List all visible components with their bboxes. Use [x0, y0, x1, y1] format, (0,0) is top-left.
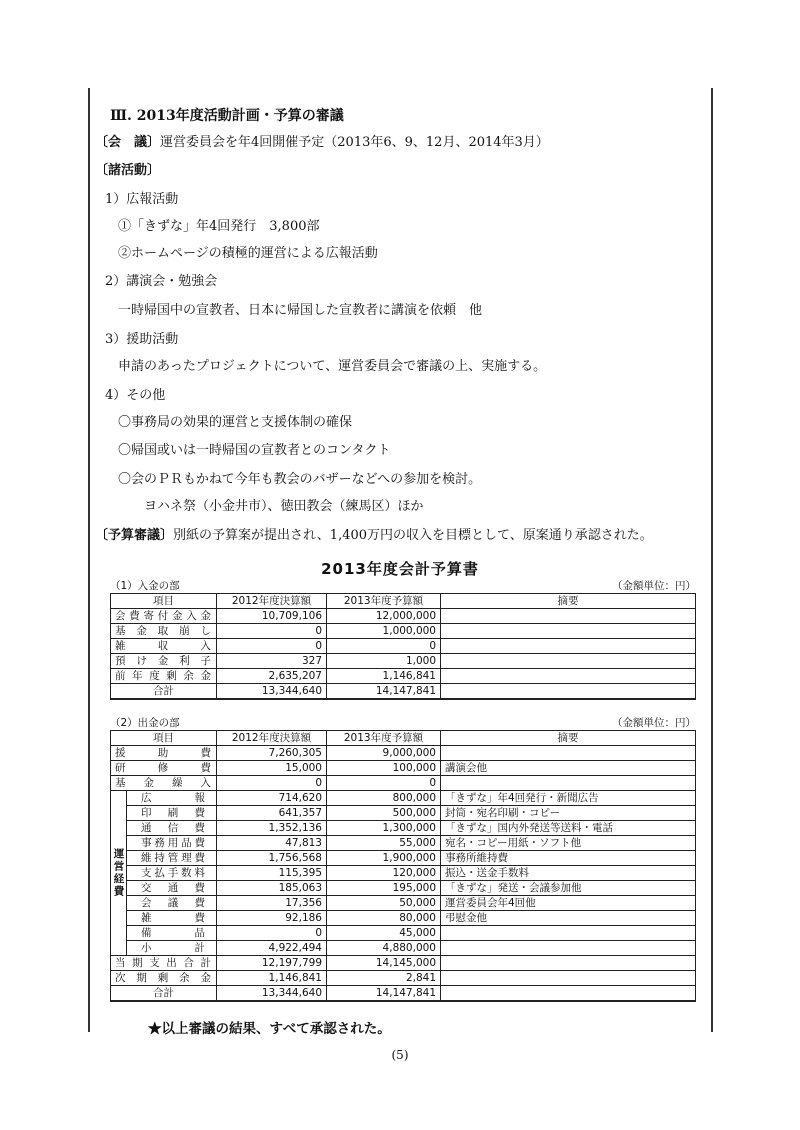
table-row	[111, 836, 696, 851]
table-row	[111, 896, 696, 911]
table-row	[111, 746, 696, 761]
table-row	[111, 851, 696, 866]
row-item: 支払手数料	[127, 866, 217, 881]
row-notes: 運営委員会年4回他	[441, 896, 696, 911]
budget-title: 2013年度会計予算書	[321, 560, 479, 578]
row-item: 会議費	[127, 896, 217, 911]
activity-item: 一時帰国中の宣教者、日本に帰国した宣教者に講演を依頼 他	[118, 303, 483, 318]
row-2013: 14,147,841	[327, 684, 441, 700]
row-notes: 封筒・宛名印刷・コピー	[441, 806, 696, 821]
row-2013: 45,000	[327, 926, 441, 941]
row-2012: 1,756,568	[217, 851, 327, 866]
row-2013: 100,000	[327, 761, 441, 776]
row-2013: 1,000	[327, 654, 441, 669]
activity-item: 申請のあったプロジェクトについて、運営委員会で審議の上、実施する。	[118, 359, 547, 374]
row-2012: 4,922,494	[217, 941, 327, 956]
table-row	[111, 971, 696, 986]
budget-line	[95, 528, 653, 544]
table-row	[111, 986, 696, 1002]
row-notes	[441, 746, 696, 761]
income-label: （1）入金の部	[110, 580, 180, 592]
row-notes	[441, 971, 696, 986]
row-2013: 195,000	[327, 881, 441, 896]
header-item: 項目	[111, 594, 217, 609]
row-2013: 500,000	[327, 806, 441, 821]
section-title: Ⅲ. 2013年度活動計画・予算の審議	[110, 108, 344, 124]
row-item: 交通費	[127, 881, 217, 896]
row-item: 雑収入	[111, 639, 217, 654]
row-2012: 7,260,305	[217, 746, 327, 761]
row-2013: 55,000	[327, 836, 441, 851]
row-2012: 2,635,207	[217, 669, 327, 684]
row-2013: 50,000	[327, 896, 441, 911]
row-notes	[441, 956, 696, 971]
income-table	[110, 593, 696, 700]
table-header-row	[111, 594, 696, 609]
row-2013: 0	[327, 776, 441, 791]
row-item: 通信費	[127, 821, 217, 836]
header-notes: 摘要	[441, 731, 696, 746]
row-2012: 641,357	[217, 806, 327, 821]
table-row	[111, 624, 696, 639]
activity-item: 1）広報活動	[105, 192, 179, 207]
row-2012: 0	[217, 926, 327, 941]
row-notes: 事務所維持費	[441, 851, 696, 866]
activity-item: 〇帰国或いは一時帰国の宣教者とのコンタクト	[118, 443, 391, 458]
row-item: 当期支出合計	[111, 956, 217, 971]
header-2013: 2013年度予算額	[327, 594, 441, 609]
row-2012: 92,186	[217, 911, 327, 926]
activity-item: ②ホームページの積極的運営による広報活動	[118, 246, 378, 261]
row-2012: 0	[217, 624, 327, 639]
budget-label: 〔予算審議〕	[95, 528, 174, 543]
row-item: 研修費	[111, 761, 217, 776]
row-2013: 4,880,000	[327, 941, 441, 956]
activities-label: 〔諸活動〕	[95, 163, 161, 178]
row-2012: 17,356	[217, 896, 327, 911]
row-notes	[441, 639, 696, 654]
table-row	[111, 639, 696, 654]
row-notes: 「きずな」発送・会議参加他	[441, 881, 696, 896]
expense-unit: （金額単位：円）	[612, 717, 696, 729]
meeting-text: 運営委員会を年4回開催予定（2013年6、9、12月、2014年3月）	[160, 135, 549, 150]
activity-item: 4）その他	[105, 388, 166, 403]
row-2013: 800,000	[327, 791, 441, 806]
row-2013: 0	[327, 639, 441, 654]
expense-label: （2）出金の部	[110, 717, 180, 729]
page-number: (5)	[391, 1048, 409, 1062]
row-2012: 13,344,640	[217, 684, 327, 700]
row-notes: 宛名・コピー用紙・ソフト他	[441, 836, 696, 851]
row-item: 前年度剰余金	[111, 669, 217, 684]
row-notes: 振込・送金手数料	[441, 866, 696, 881]
row-notes	[441, 669, 696, 684]
row-notes	[441, 684, 696, 700]
row-notes	[441, 941, 696, 956]
table-row	[111, 791, 696, 806]
table-row	[111, 881, 696, 896]
row-item: 印刷費	[127, 806, 217, 821]
row-2013: 120,000	[327, 866, 441, 881]
row-item: 合計	[111, 684, 217, 700]
row-2013: 1,000,000	[327, 624, 441, 639]
row-notes	[441, 654, 696, 669]
row-item: 次期剰余金	[111, 971, 217, 986]
income-unit: （金額単位：円）	[612, 580, 696, 592]
row-notes: 講演会他	[441, 761, 696, 776]
row-2012: 327	[217, 654, 327, 669]
row-2013: 1,300,000	[327, 821, 441, 836]
header-2012: 2012年度決算額	[217, 731, 327, 746]
row-item: 援助費	[111, 746, 217, 761]
row-2012: 13,344,640	[217, 986, 327, 1002]
header-2012: 2012年度決算額	[217, 594, 327, 609]
activity-item: ヨハネ祭（小金井市）、徳田教会（練馬区）ほか	[144, 499, 424, 514]
header-notes: 摘要	[441, 594, 696, 609]
row-item: 小計	[127, 941, 217, 956]
table-row	[111, 654, 696, 669]
expense-table	[110, 730, 696, 1002]
row-2013: 1,146,841	[327, 669, 441, 684]
row-2013: 14,145,000	[327, 956, 441, 971]
row-2012: 1,146,841	[217, 971, 327, 986]
table-row	[111, 776, 696, 791]
row-2013: 2,841	[327, 971, 441, 986]
row-2012: 115,395	[217, 866, 327, 881]
row-notes: 「きずな」年4回発行・新聞広告	[441, 791, 696, 806]
table-row	[111, 941, 696, 956]
row-item: 雑費	[127, 911, 217, 926]
header-item: 項目	[111, 731, 217, 746]
row-item: 事務用品費	[127, 836, 217, 851]
table-row	[111, 761, 696, 776]
row-notes	[441, 609, 696, 624]
row-2012: 185,063	[217, 881, 327, 896]
row-2013: 12,000,000	[327, 609, 441, 624]
row-2013: 1,900,000	[327, 851, 441, 866]
budget-text: 別紙の予算案が提出され、1,400万円の収入を目標として、原案通り承認された。	[173, 528, 653, 543]
table-row	[111, 866, 696, 881]
row-item: 基金繰入	[111, 776, 217, 791]
row-notes	[441, 776, 696, 791]
header-2013: 2013年度予算額	[327, 731, 441, 746]
row-2012: 0	[217, 776, 327, 791]
activity-item: 2）講演会・勉強会	[105, 274, 218, 289]
row-notes	[441, 926, 696, 941]
row-item: 広報	[127, 791, 217, 806]
table-row	[111, 684, 696, 700]
row-item: 備品	[127, 926, 217, 941]
group-label: 運営経費	[111, 791, 127, 956]
table-row	[111, 956, 696, 971]
activity-item: 3）援助活動	[105, 332, 179, 347]
row-2012: 47,813	[217, 836, 327, 851]
row-notes	[441, 624, 696, 639]
meeting-label: 〔会 議〕	[95, 135, 161, 150]
row-2012: 0	[217, 639, 327, 654]
row-2012: 12,197,799	[217, 956, 327, 971]
row-2013: 9,000,000	[327, 746, 441, 761]
row-notes: 弔慰金他	[441, 911, 696, 926]
meeting-line	[95, 135, 549, 151]
row-2012: 714,620	[217, 791, 327, 806]
table-row	[111, 821, 696, 836]
row-2013: 14,147,841	[327, 986, 441, 1002]
row-item: 合計	[111, 986, 217, 1002]
row-item: 維持管理費	[127, 851, 217, 866]
table-row	[111, 926, 696, 941]
row-2012: 15,000	[217, 761, 327, 776]
row-item: 会費寄付金入金	[111, 609, 217, 624]
row-notes	[441, 986, 696, 1002]
activity-item: 〇事務局の効果的運営と支援体制の確保	[118, 415, 353, 430]
table-row	[111, 911, 696, 926]
activity-item: ①「きずな」年4回発行 3,800部	[118, 219, 320, 234]
table-row	[111, 609, 696, 624]
row-item: 預け金利子	[111, 654, 217, 669]
table-header-row	[111, 731, 696, 746]
row-2013: 80,000	[327, 911, 441, 926]
row-2012: 1,352,136	[217, 821, 327, 836]
conclusion: ★以上審議の結果、すべて承認された。	[148, 1021, 391, 1037]
table-row	[111, 806, 696, 821]
row-notes: 「きずな」国内外発送等送料・電話	[441, 821, 696, 836]
table-row	[111, 669, 696, 684]
row-item: 基金取崩し	[111, 624, 217, 639]
activity-item: 〇会のＰＲもかねて今年も教会のバザーなどへの参加を検討。	[118, 472, 482, 487]
row-2012: 10,709,106	[217, 609, 327, 624]
